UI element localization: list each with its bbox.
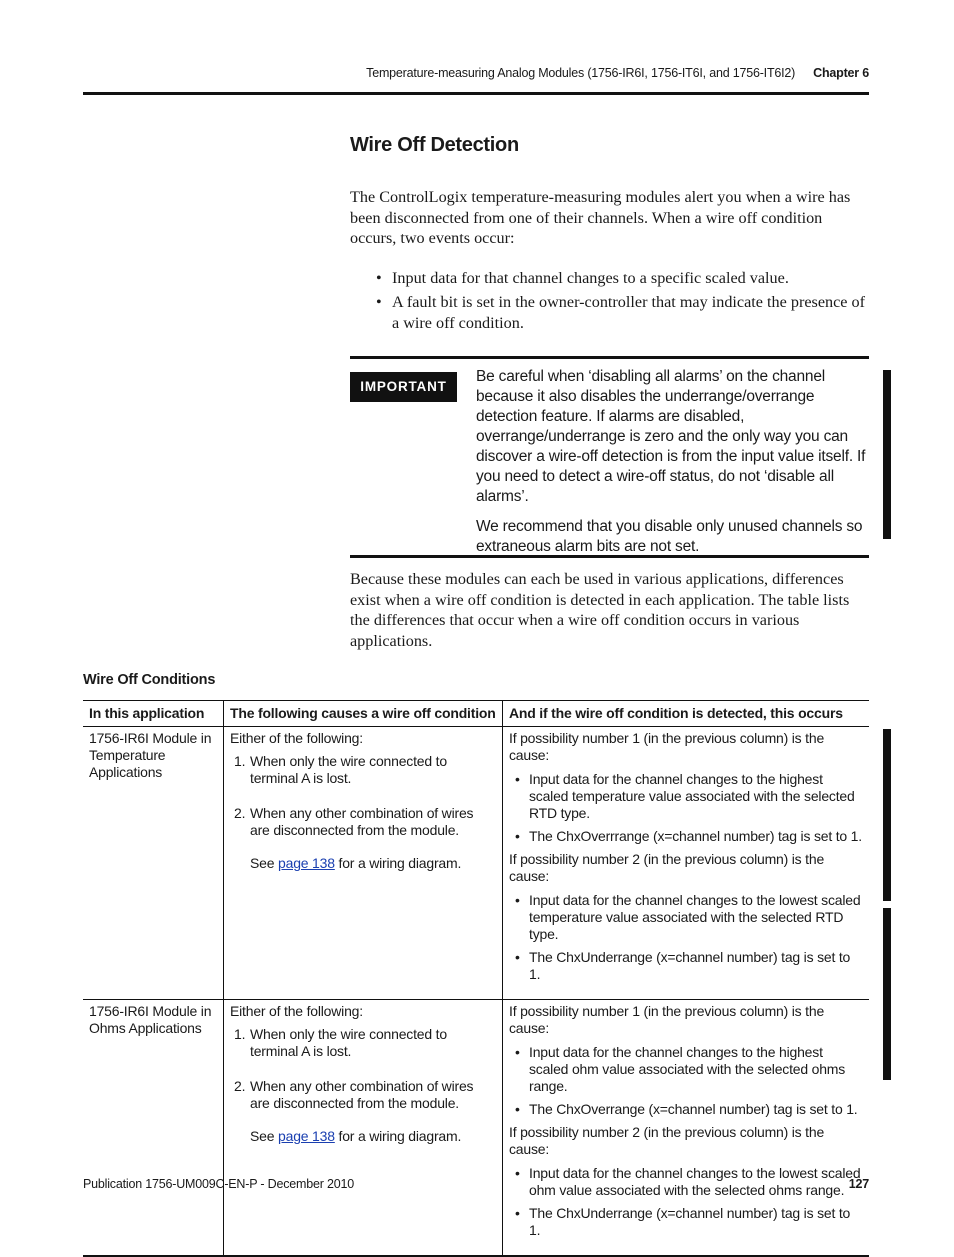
important-label: IMPORTANT — [350, 372, 457, 402]
cause-intro: Either of the following: — [230, 730, 363, 746]
effect-intro: If possibility number 1 (in the previous column) is the cause: — [509, 1003, 825, 1036]
page-link[interactable]: page 138 — [278, 1128, 335, 1144]
list-item — [509, 771, 863, 822]
effect-list — [509, 1044, 863, 1118]
list-item-text: The ChxOverrrange (x=channel number) tag is set to 1. — [529, 828, 862, 844]
column-header-cause: The following causes a wire off condition — [224, 701, 503, 727]
table-header-row — [83, 701, 869, 727]
effect-intro: If possibility number 2 (in the previous column) is the cause: — [509, 851, 825, 884]
bullet-glyph: • — [515, 828, 520, 844]
table-row — [83, 1000, 869, 1257]
list-number: 1. — [234, 1026, 246, 1042]
bullet-glyph: • — [515, 1044, 520, 1060]
header-title: Temperature-measuring Analog Modules (1756-IR6I, 1756-IT6I, and 1756-IT6I2) — [366, 66, 796, 80]
list-item — [376, 268, 868, 290]
table-caption: Wire Off Conditions — [83, 672, 216, 688]
page-link[interactable]: page 138 — [278, 855, 335, 871]
header-chapter: Chapter 6 — [813, 66, 869, 80]
list-item-text: When any other combination of wires are disconnected from the module. — [250, 805, 474, 838]
list-number: 2. — [234, 805, 246, 821]
see-reference — [230, 855, 496, 872]
effect-intro: If possibility number 1 (in the previous column) is the cause: — [509, 730, 825, 763]
cause-intro: Either of the following: — [230, 1003, 363, 1019]
list-item-text: The ChxUnderrange (x=channel number) tag is set to 1. — [529, 949, 851, 982]
cause-cell — [224, 727, 503, 1000]
list-item-text: A fault bit is set in the owner-controller that may indicate the presence of a wire off condition. — [392, 292, 866, 332]
footer-publication: Publication 1756-UM009C-EN-P - December 2010 — [83, 1177, 354, 1191]
bullet-glyph: • — [515, 1101, 520, 1117]
bullet-glyph: • — [515, 949, 520, 965]
events-list — [376, 268, 868, 337]
see-prefix: See — [250, 1128, 275, 1144]
list-item — [230, 1078, 496, 1112]
effect-list — [509, 771, 863, 845]
cause-list — [230, 1026, 496, 1112]
intro-paragraph: The ControlLogix temperature-measuring modules alert you when a wire has been disconnected from one of their channels. When a wire off condition occurs, two events occur: — [350, 188, 851, 247]
change-bar — [883, 908, 891, 1080]
column-header-result: And if the wire off condition is detected, this occurs — [503, 701, 870, 727]
applications-paragraph: Because these modules can each be used in various applications, differences exist when a wire off condition is detected in each application. The table lists the differences that occur when a wire off condition occurs in various applications. — [350, 570, 850, 650]
bullet-glyph: • — [515, 892, 520, 908]
important-paragraph: We recommend that you disable only unused channels so extraneous alarm bits are not set. — [476, 518, 863, 555]
list-item-text: When only the wire connected to terminal A is lost. — [250, 1026, 447, 1059]
result-cell — [503, 1000, 870, 1257]
column-header-application: In this application — [83, 701, 224, 727]
list-item-text: Input data for the channel changes to the highest scaled ohm value associated with the selected ohms range. — [529, 1044, 846, 1094]
important-body — [476, 367, 868, 567]
list-item — [509, 1101, 863, 1118]
list-item — [230, 1026, 496, 1060]
important-paragraph: Be careful when ‘disabling all alarms’ on the channel because it also disables the underrange/overrange detection feature. If alarms are disabled, overrange/underrange is zero and the only way you can discover a wire-off detection is from the input value itself. If you need to detect a wire-off status, do not ‘disable all alarms’. — [476, 368, 866, 505]
list-item — [509, 949, 863, 983]
table-row — [83, 727, 869, 1000]
list-item — [230, 805, 496, 839]
list-number: 2. — [234, 1078, 246, 1094]
effect-list — [509, 892, 863, 983]
list-item-text: The ChxOverrange (x=channel number) tag is set to 1. — [529, 1101, 858, 1117]
cause-cell — [224, 1000, 503, 1257]
important-callout — [350, 356, 869, 558]
list-item — [509, 1205, 863, 1239]
list-item-text: Input data for the channel changes to the lowest scaled ohm value associated with the selected ohms range. — [529, 1165, 861, 1198]
result-cell — [503, 727, 870, 1000]
see-reference — [230, 1128, 496, 1145]
list-item-text: When any other combination of wires are disconnected from the module. — [250, 1078, 474, 1111]
list-item-text: The ChxUnderrange (x=channel number) tag is set to 1. — [529, 1205, 851, 1238]
page-header — [83, 62, 869, 95]
application-cell: 1756-IR6I Module in Ohms Applications — [83, 1000, 224, 1257]
list-item-text: Input data for the channel changes to the lowest scaled temperature value associated with the selected RTD type. — [529, 892, 861, 942]
bullet-glyph: • — [376, 269, 382, 287]
list-item — [230, 753, 496, 787]
list-item — [509, 828, 863, 845]
wire-off-conditions-table — [83, 700, 869, 1257]
list-item — [376, 292, 868, 335]
bullet-glyph: • — [515, 771, 520, 787]
bullet-glyph: • — [515, 1165, 520, 1181]
list-number: 1. — [234, 753, 246, 769]
list-item — [509, 1044, 863, 1095]
section-title: Wire Off Detection — [350, 134, 519, 156]
bullet-glyph: • — [376, 292, 382, 311]
running-header — [366, 66, 869, 80]
change-bar — [883, 729, 891, 901]
page-number: 127 — [848, 1177, 869, 1191]
list-item-text: Input data for the channel changes to the highest scaled temperature value associated with the selected RTD type. — [529, 771, 855, 821]
effect-intro: If possibility number 2 (in the previous column) is the cause: — [509, 1124, 825, 1157]
see-suffix: for a wiring diagram. — [338, 1128, 462, 1144]
application-cell: 1756-IR6I Module in Temperature Applications — [83, 727, 224, 1000]
see-prefix: See — [250, 855, 275, 871]
list-item-text: Input data for that channel changes to a specific scaled value. — [392, 269, 789, 287]
change-bar — [883, 370, 891, 539]
bullet-glyph: • — [515, 1205, 520, 1221]
list-item-text: When only the wire connected to terminal A is lost. — [250, 753, 447, 786]
list-item — [509, 892, 863, 943]
see-suffix: for a wiring diagram. — [338, 855, 462, 871]
cause-list — [230, 753, 496, 839]
